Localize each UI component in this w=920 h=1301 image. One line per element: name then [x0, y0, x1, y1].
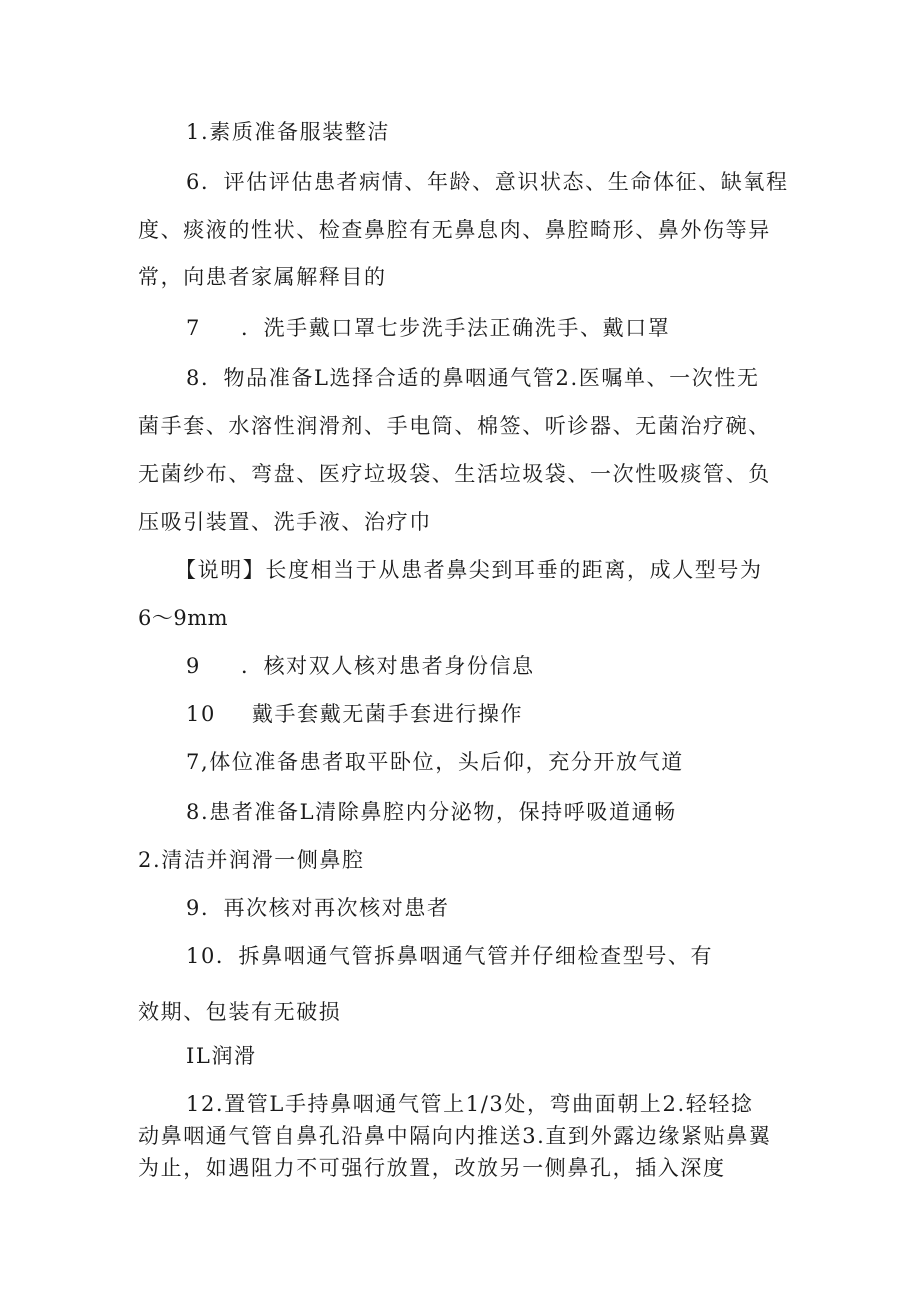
item-number: 7 [186, 316, 201, 340]
paragraph-line [186, 702, 523, 726]
item-text: ．洗手戴口罩七步洗手法正确洗手、戴口罩 [240, 316, 671, 340]
paragraph-line: 2.清洁并润滑一侧鼻腔 [138, 848, 365, 872]
item-text: ．核对双人核对患者身份信息 [240, 654, 535, 678]
paragraph-line [186, 654, 535, 678]
paragraph-line: 效期、包装有无破损 [138, 1000, 342, 1024]
paragraph-line: IL润滑 [186, 1044, 257, 1068]
item-number: 9 [186, 654, 201, 678]
paragraph-line: 为止，如遇阻力不可强行放置，改放另一侧鼻孔，插入深度 [138, 1156, 726, 1180]
paragraph-line: 1.素质准备服装整洁 [186, 120, 391, 144]
note-value: 6～9mm [138, 606, 229, 630]
paragraph-line: 9．再次核对再次核对患者 [186, 896, 450, 920]
paragraph-line: 无菌纱布、弯盘、医疗垃圾袋、生活垃圾袋、一次性吸痰管、负 [138, 462, 771, 486]
paragraph-line: 度、痰液的性状、检查鼻腔有无鼻息肉、鼻腔畸形、鼻外伤等异 [138, 218, 771, 242]
paragraph-line: 8.患者准备L清除鼻腔内分泌物，保持呼吸道通畅 [186, 800, 677, 824]
paragraph-line: 常，向患者家属解释目的 [138, 265, 387, 289]
item-number: 10 [186, 702, 216, 726]
paragraph-line: 动鼻咽通气管自鼻孔沿鼻中隔向内推送3.直到外露边缘紧贴鼻翼 [138, 1124, 772, 1148]
paragraph-line: 10．拆鼻咽通气管拆鼻咽通气管并仔细检查型号、有 [186, 944, 714, 968]
note-line: 【说明】长度相当于从患者鼻尖到耳垂的距离，成人型号为 [175, 558, 763, 582]
paragraph-line: 7,体位准备患者取平卧位，头后仰，充分开放气道 [186, 750, 684, 774]
item-text: 戴手套戴无菌手套进行操作 [251, 702, 524, 726]
paragraph-line: 菌手套、水溶性润滑剂、手电筒、棉签、听诊器、无菌治疗碗、 [138, 414, 771, 438]
paragraph-line: 6．评估评估患者病情、年龄、意识状态、生命体征、缺氧程 [186, 170, 789, 194]
paragraph-line: 8．物品准备L选择合适的鼻咽通气管2.医嘱单、一次性无 [186, 366, 760, 390]
paragraph-line: 压吸引装置、洗手液、治疗巾 [138, 510, 432, 534]
paragraph-line [186, 316, 670, 340]
paragraph-line: 12.置管L手持鼻咽通气管上1/3处，弯曲面朝上2.轻轻捻 [186, 1092, 754, 1116]
